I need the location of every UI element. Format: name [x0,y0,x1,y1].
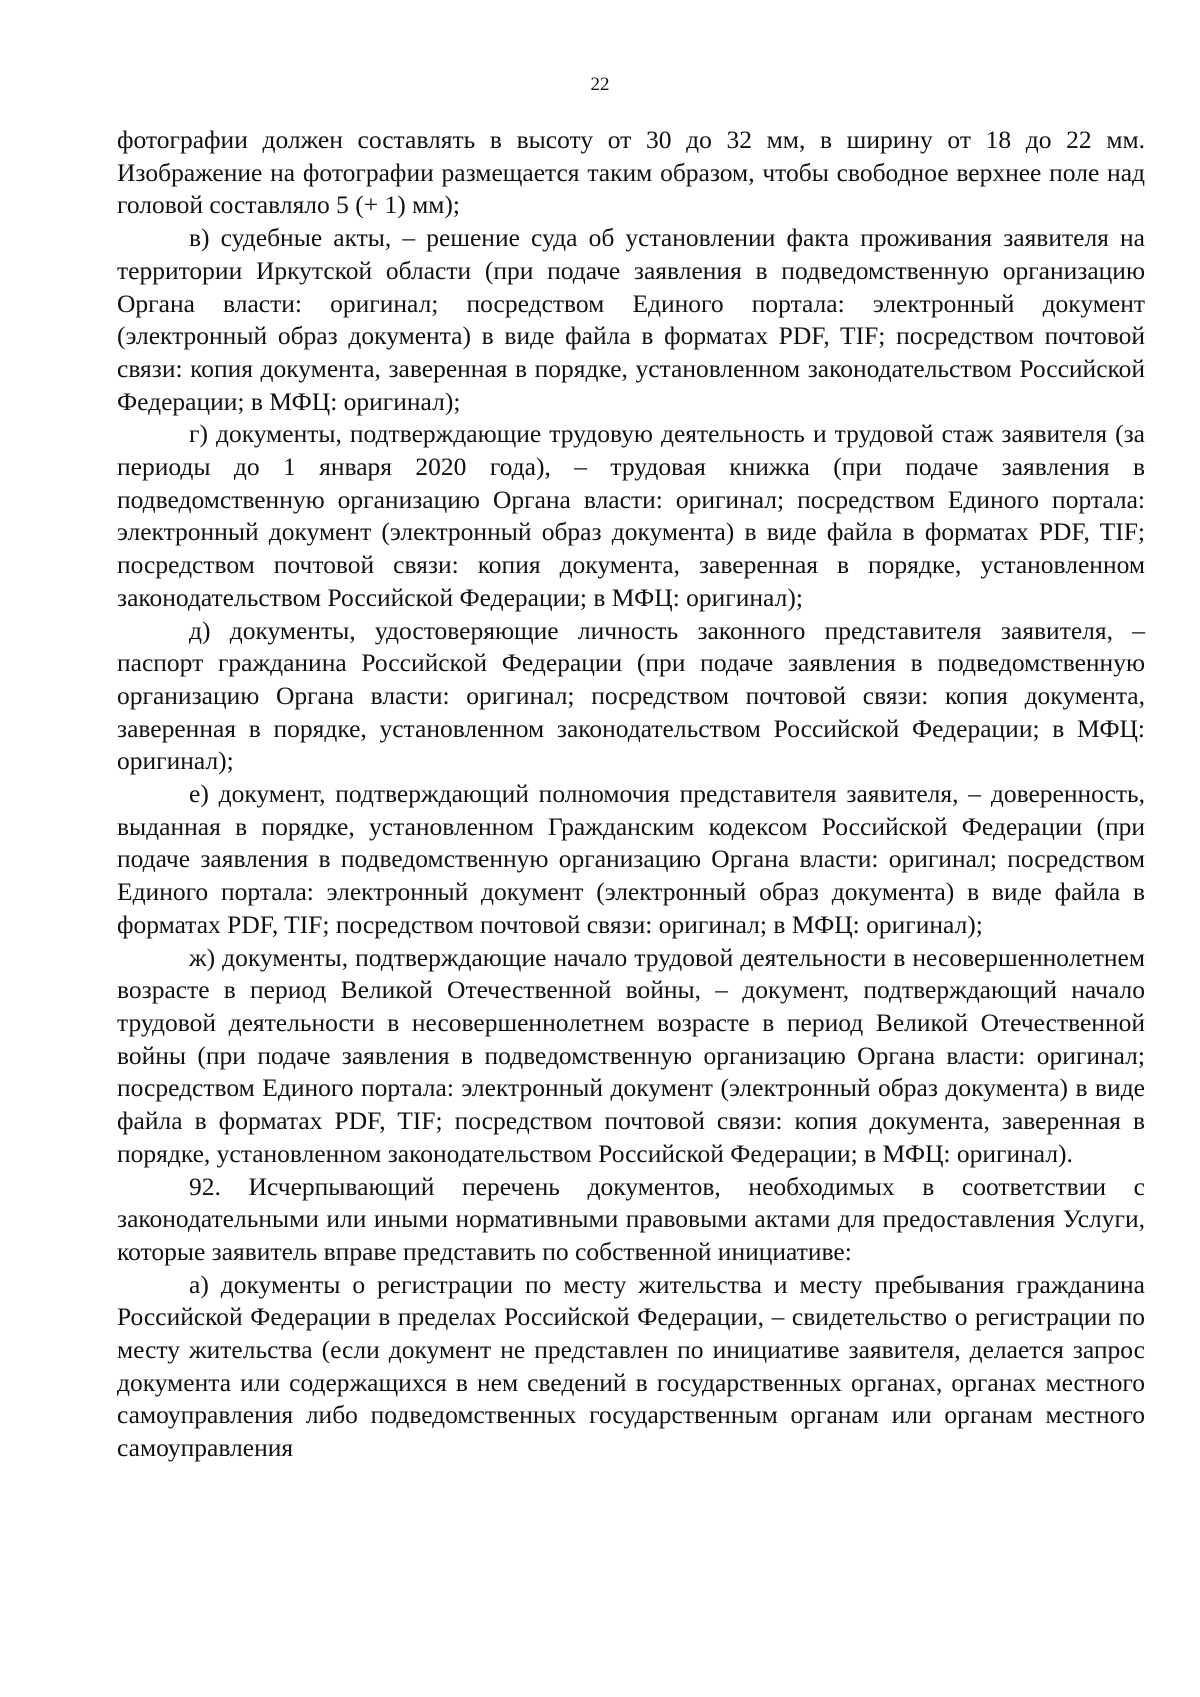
document-body [117,124,1145,1465]
page-number: 22 [590,74,610,95]
paragraph-item-zh-wartime-labor: ж) документы, подтверждающие начало трудовой деятельности в несовершеннолетнем возрасте в период Великой Отечественной войны, – документ, подтверждающий начало трудовой деятельности в несовершеннолетнем возрасте в период Великой Отечественной войны (при подаче заявления в подведомственную организацию Органа власти: оригинал; посредством Единого портала: электронный документ (электронный образ документа) в виде файла в форматах PDF, TIF; посредством почтовой связи: копия документа, заверенная в порядке, установленном законодательством Российской Федерации; в МФЦ: оригинал). [117,942,1145,1168]
paragraph-item-v-court-acts: в) судебные акты, – решение суда об установлении факта проживания заявителя на территории Иркутской области (при подаче заявления в подведомственную организацию Органа власти: оригинал; посредством Единого портала: электронный документ (электронный образ документа) в виде файла в форматах PDF, TIF; посредством почтовой связи: копия документа, заверенная в порядке, установленном законодательством Российской Федерации; в МФЦ: оригинал); [117,223,1145,416]
paragraph-section-92: 92. Исчерпывающий перечень документов, необходимых в соответствии с законодательными или иными нормативными правовыми актами для предоставления Услуги, которые заявитель вправе представить по собственной инициативе: [117,1171,1145,1266]
paragraph-item-d-representative-identity: д) документы, удостоверяющие личность законного представителя заявителя, – паспорт гражданина Российской Федерации (при подаче заявления в подведомственную организацию Органа власти: оригинал; посредством почтовой связи: копия документа, заверенная в порядке, установленном законодательством Российской Федерации; в МФЦ: оригинал); [117,615,1145,776]
paragraph-item-g-employment-documents: г) документы, подтверждающие трудовую деятельность и трудовой стаж заявителя (за периоды до 1 января 2020 года), – трудовая книжка (при подаче заявления в подведомственную организацию Органа власти: оригинал; посредством Единого портала: электронный документ (электронный образ документа) в виде файла в форматах PDF, TIF; посредством почтовой связи: копия документа, заверенная в порядке, установленном законодательством Российской Федерации; в МФЦ: оригинал); [117,419,1145,612]
paragraph-item-e-representative-authority: е) документ, подтверждающий полномочия представителя заявителя, – доверенность, выданная в порядке, установленном Гражданским кодексом Российской Федерации (при подаче заявления в подведомственную организацию Органа власти: оригинал; посредством Единого портала: электронный документ (электронный образ документа) в виде файла в форматах PDF, TIF; посредством почтовой связи: оригинал; в МФЦ: оригинал); [117,779,1145,939]
paragraph-item-a-registration-documents: а) документы о регистрации по месту жительства и месту пребывания гражданина Российской Федерации в пределах Российской Федерации, – свидетельство о регистрации по месту жительства (если документ не представлен по инициативе заявителя, делается запрос документа или содержащихся в нем сведений в государственных органах, органах местного самоуправления либо подведомственных государственным органам или органам местного самоуправления [117,1269,1145,1463]
paragraph-photo-requirements-continued: фотографии должен составлять в высоту от 30 до 32 мм, в ширину от 18 до 22 мм. Изображение на фотографии размещается таким образом, чтобы свободное верхнее поле над головой составляло 5 (+ 1) мм); [117,125,1145,220]
